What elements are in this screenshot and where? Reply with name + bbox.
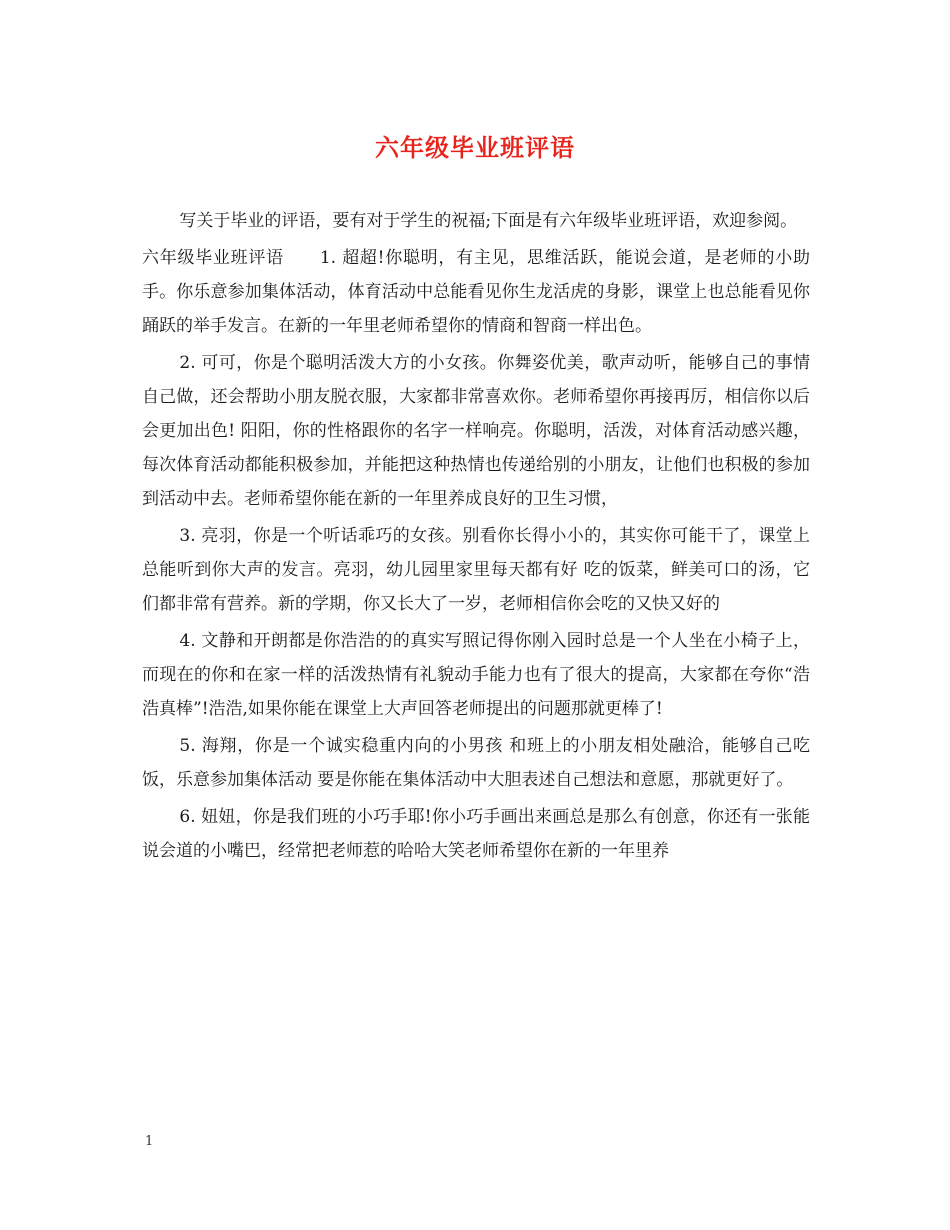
- paragraph-1-text: 1. 超超!你聪明，有主见，思维活跃，能说会道，是老师的小助手。你乐意参加集体活动，体育活动中总能看见你生龙活虎的身影，课堂上也总能看见你踊跃的举手发言。在新的一年里老师希望你的情商和智商一样出色。: [142, 248, 810, 336]
- document-body: [142, 204, 810, 871]
- intro-paragraph: 写关于毕业的评语，要有对于学生的祝福;下面是有六年级毕业班评语，欢迎参阅。: [179, 211, 798, 231]
- paragraph-4: 4. 文静和开朗都是你浩浩的的真实写照记得你刚入园时总是一个人坐在小椅子上，而现在的你和在家一样的活泼热情有礼貌动手能力也有了很大的提高，大家都在夸你“浩浩真棒”!浩浩,如果你能在课堂上大声回答老师提出的问题那就更棒了!: [142, 631, 810, 719]
- inline-heading: 六年级毕业班评语: [142, 248, 284, 268]
- page-number: 1: [145, 1134, 154, 1149]
- paragraph-6: 6. 妞妞，你是我们班的小巧手耶!你小巧手画出来画总是那么有创意，你还有一张能说会道的小嘴巴，经常把老师惹的哈哈大笑老师希望你在新的一年里养: [142, 807, 810, 861]
- page-title: 六年级毕业班评语: [375, 133, 575, 162]
- paragraph-1: [142, 241, 810, 343]
- paragraph-2: 2. 可可，你是个聪明活泼大方的小女孩。你舞姿优美，歌声动听，能够自己的事情自己做，还会帮助小朋友脱衣服，大家都非常喜欢你。老师希望你再接再厉，相信你以后会更加出色! 阳阳，你的性格跟你的名字一样响亮。你聪明，活泼，对体育活动感兴趣，每次体育活动都能积极参加，并能把这种热情也传递给别的小朋友，让他们也积极的参加到活动中去。老师希望你能在新的一年里养成良好的卫生习惯，: [142, 353, 810, 509]
- paragraph-3: 3. 亮羽，你是一个听话乖巧的女孩。别看你长得小小的，其实你可能干了，课堂上总能听到你大声的发言。亮羽，幼儿园里家里每天都有好 吃的饭菜，鲜美可口的汤，它们都非常有营养。新的学期，你又长大了一岁，老师相信你会吃的又快又好的: [142, 526, 810, 614]
- paragraph-5: 5. 海翔，你是一个诚实稳重内向的小男孩 和班上的小朋友相处融洽，能够自己吃饭，乐意参加集体活动 要是你能在集体活动中大胆表述自己想法和意愿，那就更好了。: [142, 736, 810, 790]
